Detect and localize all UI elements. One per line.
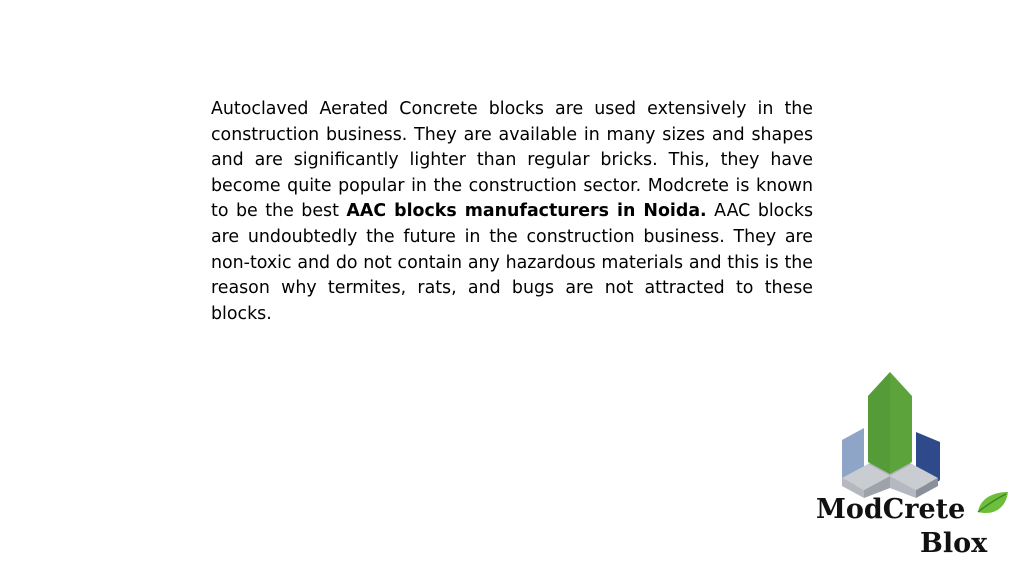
logo-line-2: Blox	[920, 528, 988, 559]
paragraph-bold-keyword: AAC blocks manufacturers in Noida.	[346, 201, 707, 222]
body-paragraph	[211, 97, 813, 327]
arrow-up-icon	[868, 372, 912, 474]
leaf-icon	[978, 492, 1008, 513]
logo-line-1: ModCrete	[816, 494, 966, 525]
modcrete-blox-logo	[812, 370, 1012, 560]
paragraph-text-1: Autoclaved Aerated Concrete blocks are used extensively in the construction business. They are available in many sizes and shapes and are significantly lighter than regular bricks. This, they have become quite popular in the construction sector. Modcrete is known to be the best	[211, 99, 813, 222]
logo-graphic	[812, 370, 1012, 560]
paragraph-text-2: AAC blocks are undoubtedly the future in the construction business. They are non-toxic and do not contain any hazardous materials and this is the reason why termites, rats, and bugs are not attracted to these blocks.	[211, 201, 814, 324]
